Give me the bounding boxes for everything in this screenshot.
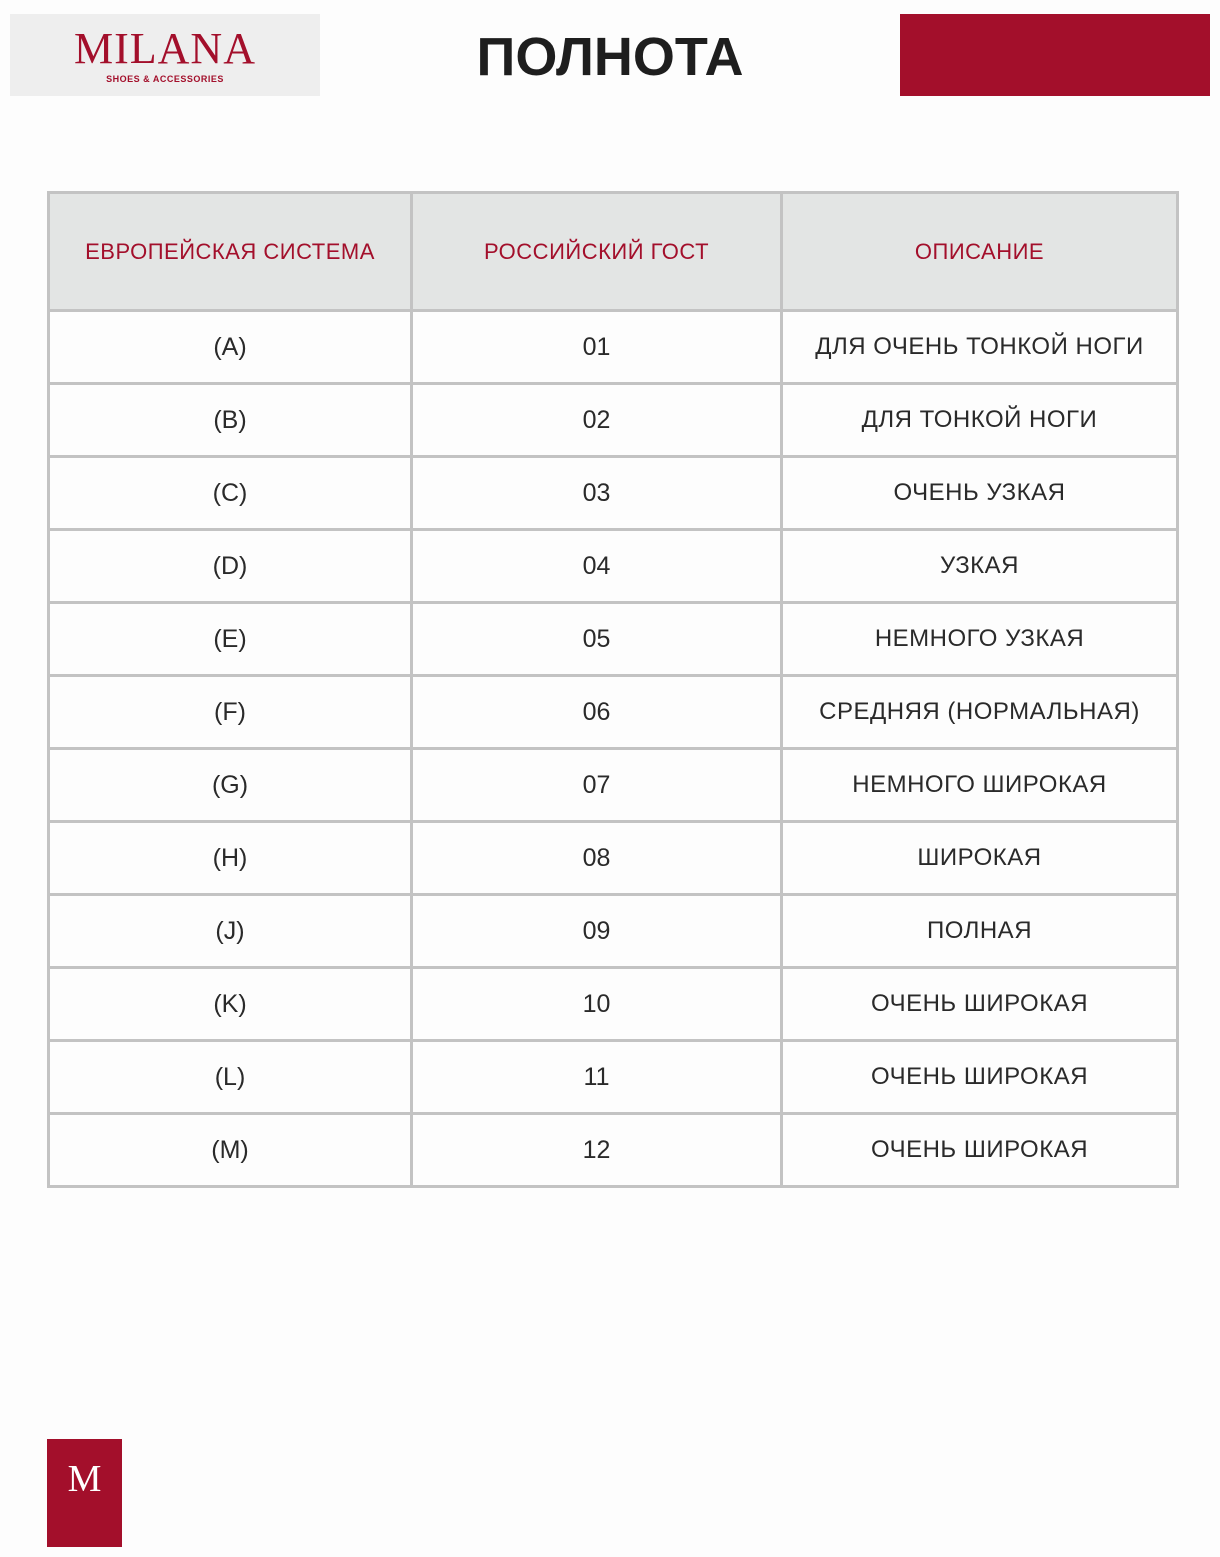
logo-tagline: SHOES & ACCESSORIES bbox=[106, 74, 224, 84]
eu-size-cell: (K) bbox=[49, 968, 412, 1041]
eu-size-cell: (E) bbox=[49, 603, 412, 676]
width-size-table bbox=[47, 191, 1179, 1188]
table-row bbox=[49, 1114, 1178, 1187]
table-row bbox=[49, 457, 1178, 530]
description-cell: НЕМНОГО УЗКАЯ bbox=[782, 603, 1178, 676]
gost-size-cell: 07 bbox=[412, 749, 782, 822]
table-row bbox=[49, 676, 1178, 749]
eu-size-cell: (M) bbox=[49, 1114, 412, 1187]
table-row bbox=[49, 603, 1178, 676]
column-header-description: ОПИСАНИЕ bbox=[782, 193, 1178, 311]
eu-size-cell: (B) bbox=[49, 384, 412, 457]
description-cell: ОЧЕНЬ ШИРОКАЯ bbox=[782, 1041, 1178, 1114]
description-cell: ОЧЕНЬ ШИРОКАЯ bbox=[782, 968, 1178, 1041]
gost-size-cell: 02 bbox=[412, 384, 782, 457]
table-body bbox=[49, 311, 1178, 1187]
column-header-russian-gost: РОССИЙСКИЙ ГОСТ bbox=[412, 193, 782, 311]
eu-size-cell: (L) bbox=[49, 1041, 412, 1114]
gost-size-cell: 12 bbox=[412, 1114, 782, 1187]
description-cell: ПОЛНАЯ bbox=[782, 895, 1178, 968]
accent-block bbox=[900, 14, 1210, 96]
gost-size-cell: 08 bbox=[412, 822, 782, 895]
table-row bbox=[49, 968, 1178, 1041]
gost-size-cell: 05 bbox=[412, 603, 782, 676]
gost-size-cell: 09 bbox=[412, 895, 782, 968]
brand-m-badge: M bbox=[47, 1439, 122, 1547]
description-cell: СРЕДНЯЯ (НОРМАЛЬНАЯ) bbox=[782, 676, 1178, 749]
table-header-row bbox=[49, 193, 1178, 311]
gost-size-cell: 06 bbox=[412, 676, 782, 749]
table-row bbox=[49, 822, 1178, 895]
eu-size-cell: (A) bbox=[49, 311, 412, 384]
eu-size-cell: (F) bbox=[49, 676, 412, 749]
table-row bbox=[49, 895, 1178, 968]
eu-size-cell: (C) bbox=[49, 457, 412, 530]
brand-logo bbox=[10, 14, 320, 96]
description-cell: ОЧЕНЬ ШИРОКАЯ bbox=[782, 1114, 1178, 1187]
table-row bbox=[49, 530, 1178, 603]
description-cell: ШИРОКАЯ bbox=[782, 822, 1178, 895]
gost-size-cell: 01 bbox=[412, 311, 782, 384]
description-cell: НЕМНОГО ШИРОКАЯ bbox=[782, 749, 1178, 822]
description-cell: УЗКАЯ bbox=[782, 530, 1178, 603]
eu-size-cell: (H) bbox=[49, 822, 412, 895]
description-cell: ОЧЕНЬ УЗКАЯ bbox=[782, 457, 1178, 530]
description-cell: ДЛЯ ТОНКОЙ НОГИ bbox=[782, 384, 1178, 457]
page-title: ПОЛНОТА bbox=[476, 27, 744, 87]
gost-size-cell: 11 bbox=[412, 1041, 782, 1114]
gost-size-cell: 10 bbox=[412, 968, 782, 1041]
description-cell: ДЛЯ ОЧЕНЬ ТОНКОЙ НОГИ bbox=[782, 311, 1178, 384]
table-row bbox=[49, 1041, 1178, 1114]
eu-size-cell: (D) bbox=[49, 530, 412, 603]
table-row bbox=[49, 749, 1178, 822]
gost-size-cell: 03 bbox=[412, 457, 782, 530]
column-header-european-system: ЕВРОПЕЙСКАЯ СИСТЕМА bbox=[49, 193, 412, 311]
gost-size-cell: 04 bbox=[412, 530, 782, 603]
eu-size-cell: (G) bbox=[49, 749, 412, 822]
table-row bbox=[49, 384, 1178, 457]
logo-name: MILANA bbox=[74, 24, 256, 73]
eu-size-cell: (J) bbox=[49, 895, 412, 968]
table-row bbox=[49, 311, 1178, 384]
